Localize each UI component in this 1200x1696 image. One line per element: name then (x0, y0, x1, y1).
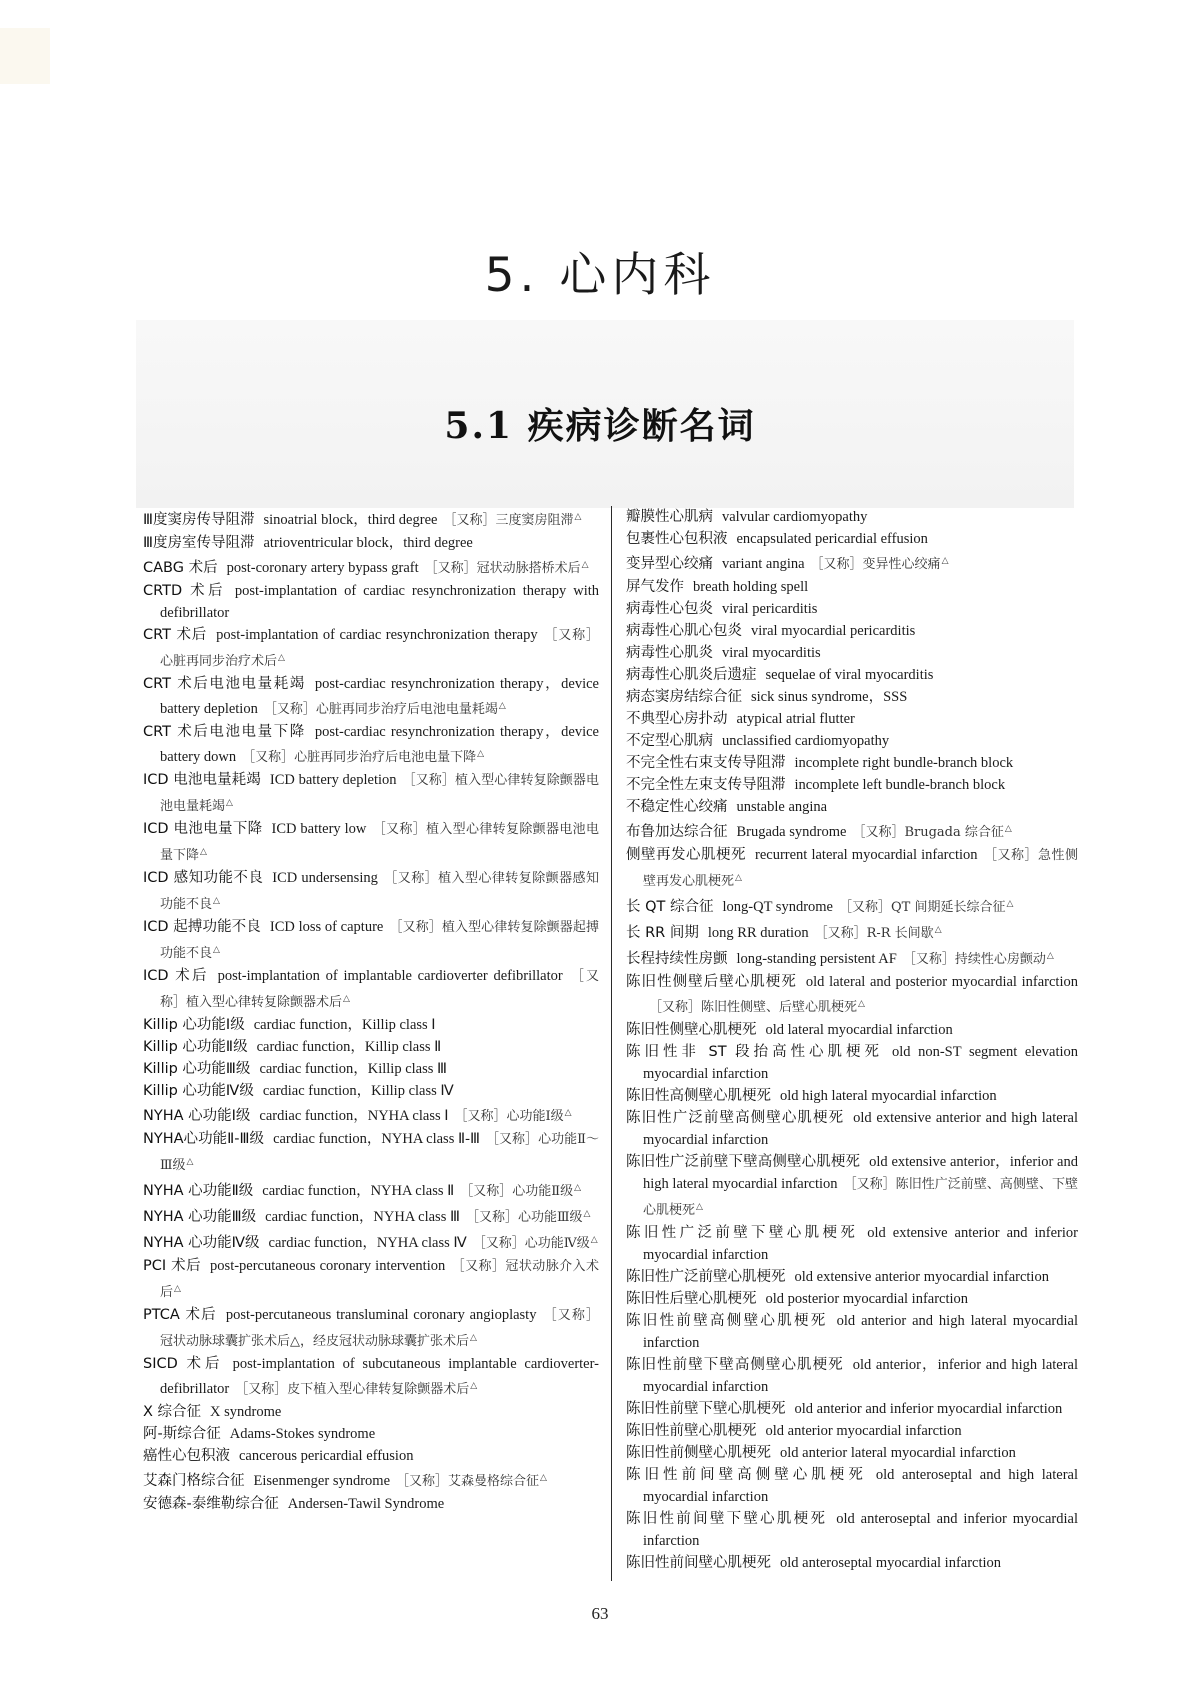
dictionary-entry (143, 1036, 599, 1058)
entry-term: 病毒性心肌炎 (626, 645, 713, 661)
dictionary-entry (626, 1398, 1078, 1420)
dictionary-entry (626, 1354, 1078, 1398)
entry-english: long RR duration (707, 925, 809, 941)
dictionary-entry (143, 818, 599, 867)
entry-english: post-percutaneous transluminal coronary angioplasty (225, 1307, 537, 1323)
dictionary-entry (143, 1229, 599, 1255)
entry-term: 陈旧性前间壁高侧壁心肌梗死 (626, 1467, 867, 1483)
entry-term: 陈旧性侧壁后壁心肌梗死 (626, 974, 797, 990)
entry-english: Brugada syndrome (736, 824, 847, 840)
entry-synonym: ［又称］心功能Ⅰ级 (454, 1109, 564, 1124)
dictionary-entry (143, 1353, 599, 1401)
entry-synonym: ［又称］陈旧性侧壁、后壁心肌梗死 (649, 1000, 858, 1015)
entry-english: post-cardiac resynchronization therapy，device battery depletion (160, 676, 599, 717)
entry-synonym: ［又称］植入型心律转复除颤器术后 (160, 969, 599, 1010)
dictionary-entry (626, 1508, 1078, 1552)
entry-term: ICD 电池电量耗竭 (143, 772, 261, 788)
entry-term: 不定型心肌病 (626, 733, 713, 749)
entry-english: old anteroseptal myocardial infarction (780, 1555, 1002, 1571)
entry-term: CRT 术后电池电量耗竭 (143, 676, 306, 692)
dictionary-entry (143, 1304, 599, 1353)
dictionary-entry (626, 818, 1078, 844)
dictionary-entry (143, 506, 599, 532)
dictionary-entry (626, 1442, 1078, 1464)
entry-english: atypical atrial flutter (736, 711, 855, 727)
entry-english: cardiac function，Killip class Ⅲ (259, 1061, 448, 1077)
entry-term: Ⅲ度房室传导阻滞 (143, 535, 255, 551)
triangle-mark-icon: △ (696, 1202, 703, 1212)
triangle-mark-icon: △ (213, 896, 220, 906)
entry-term: 侧壁再发心肌梗死 (626, 847, 746, 863)
right-column (626, 506, 1078, 1574)
entry-english: old anteroseptal and inferior myocardial infarction (643, 1511, 1079, 1549)
triangle-mark-icon: △ (470, 1381, 478, 1391)
entry-synonym: ［又称］心脏再同步治疗术后 (160, 628, 599, 669)
entry-english: post-percutaneous coronary intervention (210, 1258, 446, 1274)
dictionary-entry (626, 576, 1078, 598)
entry-term: NYHA 心功能Ⅳ级 (143, 1235, 260, 1251)
dictionary-entry (626, 506, 1078, 528)
entry-english: old anterior lateral myocardial infarction (780, 1445, 1016, 1461)
entry-synonym: ［又称］冠状动脉搭桥术后 (424, 561, 581, 576)
dictionary-entry (143, 1128, 599, 1177)
entry-term: PCI 术后 (143, 1258, 202, 1274)
entry-english: encapsulated pericardial effusion (736, 531, 928, 547)
entry-english: post-implantation of implantable cardioverter defibrillator (217, 968, 563, 984)
entry-english: ICD battery depletion (269, 772, 397, 788)
entry-term: 屏气发作 (626, 579, 684, 595)
dictionary-entry (143, 1058, 599, 1080)
entry-synonym: ［又称］冠状动脉球囊扩张术后△，经皮冠状动脉球囊扩张术后 (160, 1308, 599, 1349)
entry-english: viral myocarditis (722, 645, 821, 661)
entry-english: sequelae of viral myocarditis (765, 667, 934, 683)
dictionary-entry (626, 1552, 1078, 1574)
entry-english: X syndrome (210, 1404, 282, 1420)
entry-synonym: ［又称］急性侧壁再发心肌梗死 (643, 848, 1078, 889)
entry-english: unstable angina (736, 799, 828, 815)
dictionary-entry (626, 708, 1078, 730)
entry-synonym: ［又称］陈旧性广泛前壁、高侧壁、下壁心肌梗死 (643, 1177, 1078, 1218)
entry-term: 陈旧性侧壁心肌梗死 (626, 1022, 757, 1038)
dictionary-entry (626, 1107, 1078, 1151)
dictionary-entry (626, 1288, 1078, 1310)
entry-synonym: ［又称］心功能Ⅲ级 (465, 1210, 583, 1225)
dictionary-entry (143, 1401, 599, 1423)
dictionary-entry (626, 1041, 1078, 1085)
triangle-mark-icon: △ (174, 1284, 181, 1294)
entry-english: Andersen-Tawil Syndrome (287, 1496, 445, 1512)
entry-term: 陈旧性前间壁下壁心肌梗死 (626, 1511, 828, 1527)
entry-term: NYHA 心功能Ⅰ级 (143, 1108, 251, 1124)
entry-term: NYHA心功能Ⅱ-Ⅲ级 (143, 1131, 265, 1147)
entry-term: 陈旧性前壁下壁心肌梗死 (626, 1401, 786, 1417)
entry-term: X 综合征 (143, 1404, 202, 1420)
entry-english: old anterior and high lateral myocardial infarction (643, 1313, 1079, 1351)
entry-term: 不典型心房扑动 (626, 711, 728, 727)
entry-term: 长程持续性房颤 (626, 951, 728, 967)
entry-english: variant angina (722, 556, 805, 572)
entry-term: 病毒性心肌炎后遗症 (626, 667, 757, 683)
entry-term: 布鲁加达综合征 (626, 824, 728, 840)
dictionary-entry (143, 1467, 599, 1493)
entry-english: old extensive anterior and inferior myocardial infarction (643, 1225, 1078, 1263)
entry-synonym: ［又称］心脏再同步治疗后电池电量下降 (242, 750, 477, 765)
triangle-mark-icon: △ (213, 945, 220, 955)
entry-synonym: ［又称］持续性心房颤动 (902, 952, 1046, 967)
entry-term: Killip 心功能Ⅳ级 (143, 1083, 254, 1099)
entry-term: 长 RR 间期 (626, 925, 699, 941)
dictionary-entry (626, 686, 1078, 708)
triangle-mark-icon: △ (278, 653, 285, 663)
triangle-mark-icon: △ (858, 999, 865, 1009)
dictionary-entry (143, 1014, 599, 1036)
entry-synonym: ［又称］皮下植入型心律转复除颤器术后 (235, 1382, 470, 1397)
entry-english: ICD battery low (271, 821, 367, 837)
entry-english: cardiac function，Killip class Ⅳ (262, 1083, 454, 1099)
entry-term: 陈旧性高侧壁心肌梗死 (626, 1088, 771, 1104)
entry-term: 陈旧性广泛前壁下壁高侧壁心肌梗死 (626, 1154, 861, 1170)
entry-english: post-cardiac resynchronization therapy，device battery down (160, 724, 599, 765)
entry-english: old anterior myocardial infarction (765, 1423, 962, 1439)
left-column (143, 506, 599, 1515)
dictionary-entry (626, 752, 1078, 774)
entry-english: viral myocardial pericarditis (751, 623, 916, 639)
entry-english: long-standing persistent AF (736, 951, 897, 967)
dictionary-entry (143, 1080, 599, 1102)
entry-term: Ⅲ度窦房传导阻滞 (143, 512, 255, 528)
entry-term: 包裹性心包积液 (626, 531, 728, 547)
entry-synonym: ［又称］心功能Ⅱ级 (460, 1184, 574, 1199)
page-number: 63 (591, 1604, 609, 1623)
dictionary-entry (143, 1203, 599, 1229)
dictionary-entry (626, 893, 1078, 919)
entry-term: Killip 心功能Ⅰ级 (143, 1017, 245, 1033)
entry-term: ICD 电池电量下降 (143, 821, 263, 837)
dictionary-entry (626, 1266, 1078, 1288)
entry-synonym: ［又称］QT 间期延长综合征 (839, 900, 1006, 915)
entry-term: Killip 心功能Ⅲ级 (143, 1061, 251, 1077)
entry-english: post-implantation of cardiac resynchronization therapy (216, 627, 538, 643)
dictionary-entry (143, 1102, 599, 1128)
dictionary-entry (626, 528, 1078, 550)
entry-english: valvular cardiomyopathy (722, 509, 868, 525)
entry-term: 陈旧性前间壁心肌梗死 (626, 1555, 771, 1571)
section-title: 5.1 疾病诊断名词 (444, 405, 756, 447)
dictionary-entry (143, 1423, 599, 1445)
entry-english: cancerous pericardial effusion (239, 1448, 414, 1464)
dictionary-entry (626, 664, 1078, 686)
dictionary-entry (143, 554, 599, 580)
dictionary-entry (143, 624, 599, 673)
chapter-title: 5. 心内科 (484, 248, 716, 303)
entry-english: post-coronary artery bypass graft (226, 560, 419, 576)
entry-term: 陈旧性前壁高侧壁心肌梗死 (626, 1313, 828, 1329)
dictionary-entry (626, 598, 1078, 620)
triangle-mark-icon: △ (1046, 951, 1054, 961)
dictionary-entry (626, 1420, 1078, 1442)
entry-term: ICD 术后 (143, 968, 209, 984)
dictionary-entry (143, 721, 599, 769)
entry-term: SICD 术后 (143, 1356, 224, 1372)
entry-term: Killip 心功能Ⅱ级 (143, 1039, 248, 1055)
entry-english: sick sinus syndrome，SSS (751, 689, 908, 705)
dictionary-entry (626, 971, 1078, 1019)
entry-term: 陈旧性后壁心肌梗死 (626, 1291, 757, 1307)
triangle-mark-icon: △ (590, 1235, 598, 1245)
entry-synonym: ［又称］植入型心律转复除颤器电池电量耗竭 (160, 773, 599, 814)
entry-term: CRT 术后电池电量下降 (143, 724, 306, 740)
entry-synonym: ［又称］心功能Ⅳ级 (472, 1236, 590, 1251)
entry-term: PTCA 术后 (143, 1307, 217, 1323)
corner-tint (0, 28, 50, 84)
entry-english: old anteroseptal and high lateral myocardial infarction (643, 1467, 1079, 1505)
triangle-mark-icon: △ (574, 512, 582, 522)
entry-term: 陈旧性前侧壁心肌梗死 (626, 1445, 771, 1461)
entry-term: 陈旧性非 ST 段抬高性心肌梗死 (626, 1044, 883, 1060)
entry-english: ICD loss of capture (269, 919, 384, 935)
dictionary-entry (626, 550, 1078, 576)
dictionary-entry (143, 1445, 599, 1467)
dictionary-entry (143, 532, 599, 554)
entry-english: viral pericarditis (722, 601, 818, 617)
entry-term: 病态窦房结综合征 (626, 689, 742, 705)
dictionary-entry (143, 1493, 599, 1515)
entry-synonym: ［又称］变异性心绞痛 (810, 557, 941, 572)
dictionary-entry (143, 580, 599, 624)
triangle-mark-icon: △ (1006, 899, 1014, 909)
column-divider (611, 506, 612, 1581)
entry-synonym: ［又称］植入型心律转复除颤器感知功能不良 (160, 871, 599, 912)
entry-term: 艾森门格综合征 (143, 1473, 245, 1489)
entry-term: 不完全性左束支传导阻滞 (626, 777, 786, 793)
triangle-mark-icon: △ (477, 749, 485, 759)
dictionary-entry (626, 642, 1078, 664)
entry-term: 阿-斯综合征 (143, 1426, 221, 1442)
dictionary-entry (626, 1464, 1078, 1508)
entry-synonym: ［又称］心脏再同步治疗后电池电量耗竭 (263, 702, 498, 717)
triangle-mark-icon: △ (583, 1209, 591, 1219)
entry-synonym: ［又称］艾森曼格综合征 (396, 1474, 540, 1489)
entry-synonym: ［又称］植入型心律转复除颤器电池电量下降 (160, 822, 599, 863)
entry-term: 陈旧性前壁心肌梗死 (626, 1423, 757, 1439)
triangle-mark-icon: △ (581, 560, 589, 570)
dictionary-entry (143, 867, 599, 916)
dictionary-entry (143, 769, 599, 818)
dictionary-entry (143, 673, 599, 721)
entry-english: old anterior，inferior and high lateral myocardial infarction (643, 1357, 1079, 1395)
entry-english: cardiac function，NYHA class Ⅱ-Ⅲ (273, 1131, 480, 1147)
dictionary-entry (626, 796, 1078, 818)
dictionary-entry (626, 945, 1078, 971)
entry-english: recurrent lateral myocardial infarction (755, 847, 978, 863)
entry-synonym: ［又称］冠状动脉介入术后 (160, 1259, 599, 1300)
entry-english: Adams-Stokes syndrome (229, 1426, 376, 1442)
entry-synonym: ［又称］三度窦房阻滞 (443, 513, 574, 528)
entry-english: ICD undersensing (272, 870, 378, 886)
entry-english: breath holding spell (693, 579, 809, 595)
entry-english: sinoatrial block，third degree (263, 512, 438, 528)
entry-english: incomplete left bundle-branch block (794, 777, 1006, 793)
dictionary-entry (626, 1019, 1078, 1041)
dictionary-entry (626, 730, 1078, 752)
entry-term: 不完全性右束支传导阻滞 (626, 755, 786, 771)
entry-english: cardiac function，Killip class Ⅱ (256, 1039, 442, 1055)
triangle-mark-icon: △ (941, 556, 949, 566)
entry-term: ICD 感知功能不良 (143, 870, 264, 886)
entry-synonym: ［又称］植入型心律转复除颤器起搏功能不良 (160, 920, 599, 961)
entry-english: old lateral and posterior myocardial infarction (805, 974, 1078, 990)
entry-english: cardiac function，NYHA class Ⅲ (265, 1209, 460, 1225)
triangle-mark-icon: △ (564, 1108, 572, 1118)
entry-synonym: ［又称］Brugada 综合征 (852, 825, 1004, 840)
entry-term: 安德森-泰维勒综合征 (143, 1496, 279, 1512)
entry-term: 变异型心绞痛 (626, 556, 713, 572)
triangle-mark-icon: △ (735, 873, 742, 883)
entry-english: unclassified cardiomyopathy (722, 733, 890, 749)
entry-english: old high lateral myocardial infarction (780, 1088, 997, 1104)
triangle-mark-icon: △ (470, 1333, 477, 1343)
entry-term: NYHA 心功能Ⅲ级 (143, 1209, 257, 1225)
dictionary-entry (143, 965, 599, 1014)
triangle-mark-icon: △ (1004, 824, 1012, 834)
entry-english: atrioventricular block，third degree (263, 535, 473, 551)
dictionary-entry (626, 919, 1078, 945)
dictionary-entry (626, 1310, 1078, 1354)
dictionary-entry (626, 1085, 1078, 1107)
entry-english: long-QT syndrome (722, 899, 833, 915)
triangle-mark-icon: △ (934, 925, 942, 935)
triangle-mark-icon: △ (186, 1157, 194, 1167)
dictionary-entry (626, 844, 1078, 893)
triangle-mark-icon: △ (343, 994, 350, 1004)
entry-term: CRT 术后 (143, 627, 208, 643)
entry-term: 长 QT 综合征 (626, 899, 714, 915)
entry-english: cardiac function，Killip class Ⅰ (253, 1017, 436, 1033)
entry-term: 病毒性心肌心包炎 (626, 623, 742, 639)
entry-english: old posterior myocardial infarction (765, 1291, 969, 1307)
entry-term: 陈旧性广泛前壁高侧壁心肌梗死 (626, 1110, 845, 1126)
entry-term: 陈旧性前壁下壁高侧壁心肌梗死 (626, 1357, 844, 1373)
entry-term: CRTD 术后 (143, 583, 226, 599)
entry-english: Eisenmenger syndrome (253, 1473, 391, 1489)
dictionary-entry (626, 774, 1078, 796)
dictionary-entry (626, 1151, 1078, 1222)
triangle-mark-icon: △ (540, 1473, 547, 1483)
entry-english: cardiac function，NYHA class Ⅰ (259, 1108, 449, 1124)
entry-english: old non-ST segment elevation myocardial infarction (643, 1044, 1079, 1082)
triangle-mark-icon: △ (574, 1183, 582, 1193)
triangle-mark-icon: △ (200, 847, 207, 857)
entry-english: cardiac function，NYHA class Ⅱ (262, 1183, 455, 1199)
dictionary-entry (143, 916, 599, 965)
dictionary-entry (626, 620, 1078, 642)
entry-term: 病毒性心包炎 (626, 601, 713, 617)
entry-english: post-implantation of subcutaneous implantable cardioverter-defibrillator (160, 1356, 599, 1397)
entry-english: old extensive anterior and high lateral myocardial infarction (643, 1110, 1079, 1148)
entry-english: post-implantation of cardiac resynchronization therapy with defibrillator (160, 583, 600, 621)
entry-term: 不稳定性心绞痛 (626, 799, 728, 815)
triangle-mark-icon: △ (498, 701, 506, 711)
entry-term: NYHA 心功能Ⅱ级 (143, 1183, 254, 1199)
entry-synonym: ［又称］心功能Ⅱ～Ⅲ级 (160, 1132, 599, 1173)
entry-term: 癌性心包积液 (143, 1448, 230, 1464)
entry-term: 陈旧性广泛前壁心肌梗死 (626, 1269, 786, 1285)
entry-english: old extensive anterior myocardial infarction (794, 1269, 1049, 1285)
dictionary-entry (143, 1177, 599, 1203)
dictionary-entry (626, 1222, 1078, 1266)
dictionary-entry (143, 1255, 599, 1304)
entry-english: incomplete right bundle-branch block (794, 755, 1014, 771)
triangle-mark-icon: △ (226, 798, 233, 808)
entry-term: CABG 术后 (143, 560, 218, 576)
entry-term: ICD 起搏功能不良 (143, 919, 261, 935)
entry-english: old anterior and inferior myocardial infarction (794, 1401, 1063, 1417)
entry-term: 陈旧性广泛前壁下壁心肌梗死 (626, 1225, 859, 1241)
entry-synonym: ［又称］R-R 长间歇 (814, 926, 934, 941)
entry-english: old lateral myocardial infarction (765, 1022, 953, 1038)
entry-english: cardiac function，NYHA class Ⅳ (268, 1235, 467, 1251)
entry-english: old extensive anterior，inferior and high lateral myocardial infarction (643, 1154, 1078, 1192)
entry-term: 瓣膜性心肌病 (626, 509, 713, 525)
